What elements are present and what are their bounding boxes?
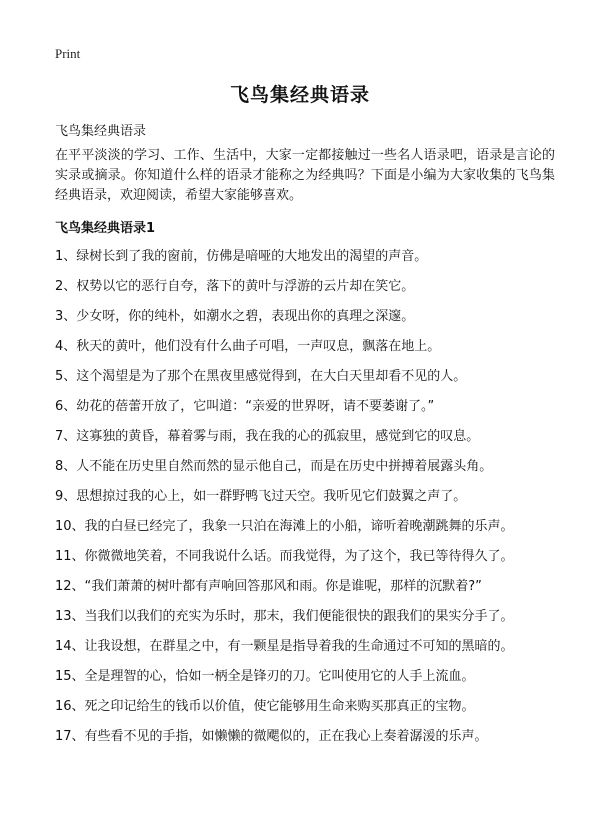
quote-number: 7、	[55, 429, 77, 444]
quote-text: 绿树长到了我的窗前，仿佛是喑哑的大地发出的渴望的声音。	[76, 249, 428, 264]
quote-number: 16、	[55, 699, 85, 714]
quote-text: 人不能在历史里自然而然的显示他自己，而是在历史中拼搏着展露头角。	[76, 459, 493, 474]
section-heading: 飞鸟集经典语录1	[55, 221, 156, 236]
quote-item	[55, 697, 555, 727]
quote-text: 幼花的蓓蕾开放了，它叫道：“亲爱的世界呀，请不要萎谢了。”	[76, 399, 435, 414]
quote-text: 有些看不见的手指，如懒懒的微飔似的，正在我心上奏着潺湲的乐声。	[84, 729, 488, 744]
quote-item	[55, 547, 555, 577]
quote-item	[55, 667, 555, 697]
quote-item	[55, 277, 555, 307]
quote-item	[55, 607, 555, 637]
document-subtitle: 飞鸟集经典语录	[55, 124, 147, 139]
page-title: 飞鸟集经典语录	[229, 84, 370, 106]
quote-text: 权势以它的恶行自夸，落下的黄叶与浮游的云片却在笑它。	[76, 279, 415, 294]
quote-text: 当我们以我们的充实为乐时，那末，我们便能很快的跟我们的果实分手了。	[84, 609, 514, 624]
quote-text: 让我设想，在群星之中，有一颗星是指导着我的生命通过不可知的黑暗的。	[84, 639, 514, 654]
quote-item	[55, 487, 555, 517]
quote-text: 这寡独的黄昏，幕着雾与雨，我在我的心的孤寂里，感觉到它的叹息。	[76, 429, 480, 444]
quote-number: 14、	[55, 639, 85, 654]
quote-text: 你微微地笑着，不同我说什么话。而我觉得，为了这个，我已等待得久了。	[84, 549, 514, 564]
quote-list	[55, 247, 555, 757]
print-label: Print	[55, 46, 81, 61]
quote-number: 11、	[55, 549, 85, 564]
quote-number: 17、	[55, 729, 85, 744]
quote-item	[55, 577, 555, 607]
quote-number: 9、	[55, 489, 77, 504]
quote-item	[55, 517, 555, 547]
quote-number: 5、	[55, 369, 77, 384]
quote-text: 这个渴望是为了那个在黑夜里感觉得到，在大白天里却看不见的人。	[76, 369, 467, 384]
quote-text: 我的白昼已经完了，我象一只泊在海滩上的小船，谛听着晚潮跳舞的乐声。	[84, 519, 514, 534]
quote-item	[55, 397, 555, 427]
quote-item	[55, 247, 555, 277]
quote-number: 2、	[55, 279, 77, 294]
quote-number: 10、	[55, 519, 85, 534]
quote-text: 秋天的黄叶，他们没有什么曲子可唱，一声叹息，飘落在地上。	[76, 339, 441, 354]
quote-number: 3、	[55, 309, 77, 324]
quote-number: 8、	[55, 459, 77, 474]
quote-item	[55, 307, 555, 337]
quote-text: 死之印记给生的钱币以价值，使它能够用生命来购买那真正的宝物。	[84, 699, 475, 714]
quote-text: 全是理智的心，恰如一柄全是锋刃的刀。它叫使用它的人手上流血。	[84, 669, 475, 684]
quote-number: 12、	[55, 579, 85, 594]
quote-text: 思想掠过我的心上，如一群野鸭飞过天空。我听见它们鼓翼之声了。	[76, 489, 467, 504]
quote-number: 13、	[55, 609, 85, 624]
quote-item	[55, 367, 555, 397]
quote-item	[55, 457, 555, 487]
quote-number: 1、	[55, 249, 77, 264]
quote-item	[55, 727, 555, 757]
quote-number: 6、	[55, 399, 77, 414]
quote-item	[55, 637, 555, 667]
quote-number: 4、	[55, 339, 77, 354]
quote-item	[55, 337, 555, 367]
intro-paragraph: 在平平淡淡的学习、工作、生活中，大家一定都接触过一些名人语录吧，语录是言论的实录或摘录。你知道什么样的语录才能称之为经典吗？下面是小编为大家收集的飞鸟集经典语录，欢迎阅读，希望大家能够喜欢。	[55, 148, 555, 203]
quote-item	[55, 427, 555, 457]
quote-text: 少女呀，你的纯朴，如潮水之碧，表现出你的真理之深邃。	[76, 309, 415, 324]
quote-text: “我们萧萧的树叶都有声响回答那风和雨。你是谁呢，那样的沉默着?”	[84, 579, 482, 594]
quote-number: 15、	[55, 669, 85, 684]
